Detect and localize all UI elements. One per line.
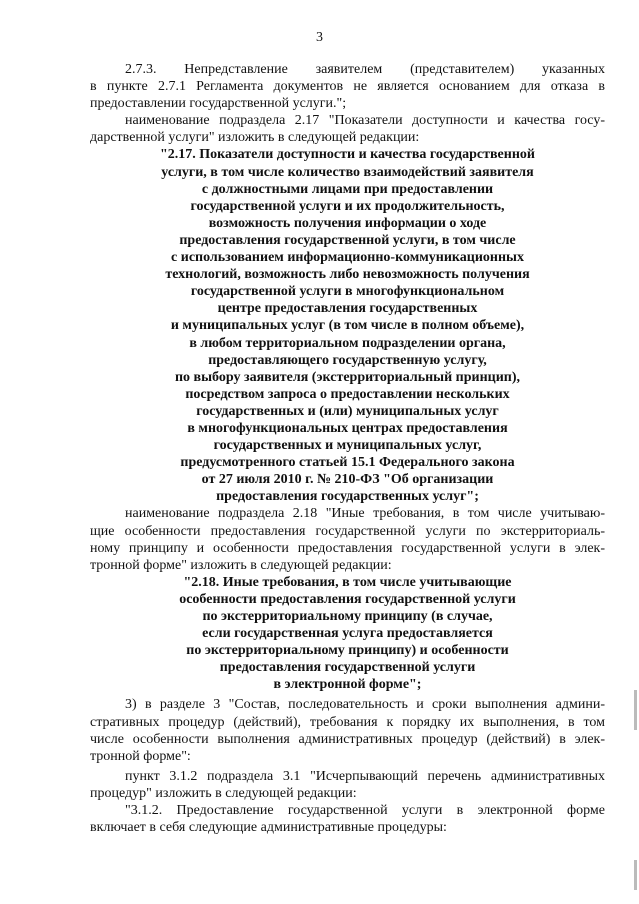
heading-line: по экстерриториальному принципу (в случае,: [202, 609, 493, 624]
heading-line: с использованием информационно-коммуникационных: [171, 250, 524, 266]
paragraph-2-17-intro: [90, 112, 605, 146]
heading-line: посредством запроса о предоставлении нескольких: [185, 386, 510, 402]
text-line: наименование подраздела 2.18 "Иные требования, в том числе учитываю-: [125, 506, 605, 522]
text-line: 3) в разделе 3 "Состав, последовательность и сроки выполнения админи-: [125, 697, 605, 713]
scan-edge-mark: [634, 860, 637, 890]
paragraph-3-1-2-intro: [90, 768, 605, 802]
text-line: щие особенности предоставления государственной услуги по экстерриториаль-: [90, 523, 605, 539]
heading-line: предоставления государственной услуги: [219, 660, 476, 676]
paragraph-3-1-2: [90, 802, 605, 836]
text-line: "3.1.2. Предоставление государственной услуги в электронной форме: [125, 803, 605, 819]
text-line: наименование подраздела 2.17 "Показатели доступности и качества госу-: [125, 113, 605, 129]
heading-line: особенности предоставления государственной услуги: [179, 591, 516, 607]
text-line: пункт 3.1.2 подраздела 3.1 "Исчерпывающий перечень административных: [125, 768, 605, 784]
heading-line: предусмотренного статьей 15.1 Федерального закона: [180, 455, 515, 471]
text-line: стративных процедур (действий), требования к порядку их выполнения, в том: [90, 714, 605, 730]
heading-line: государственной услуги и их продолжительность,: [190, 198, 505, 214]
text-line: 2.7.3. Непредставление заявителем (представителем) указанных: [125, 62, 605, 77]
text-line: в пункте 2.7.1 Регламента документов не является основанием для отказа в: [90, 79, 605, 95]
text-line: дарственной услуги" изложить в следующей редакции:: [90, 130, 420, 146]
heading-line: государственной услуги в многофункциональном: [190, 284, 505, 300]
text-line: ному принципу и особенности предоставления государственной услуги в элек-: [90, 540, 605, 556]
heading-2-18: [90, 574, 605, 694]
heading-line: в многофункциональных центрах предоставления: [187, 420, 508, 436]
paragraph-section-3: [90, 696, 605, 764]
heading-line: в электронной форме";: [273, 677, 422, 693]
text-line: тронной форме":: [90, 748, 191, 764]
scan-edge-mark: [634, 690, 637, 730]
text-line: включает в себя следующие административные процедуры:: [90, 820, 447, 836]
heading-line: "2.17. Показатели доступности и качества государственной: [160, 147, 535, 163]
heading-line: от 27 июля 2010 г. № 210-ФЗ "Об организации: [201, 472, 494, 488]
paragraph-2-18-intro: [90, 505, 605, 573]
heading-line: предоставления государственных услуг";: [216, 489, 479, 505]
page-number: 3: [316, 30, 323, 45]
heading-line: в любом территориальном подразделении органа,: [189, 335, 506, 351]
heading-line: предоставления государственной услуги, в том числе: [179, 232, 516, 248]
heading-line: услуги, в том числе количество взаимодействий заявителя: [161, 164, 534, 180]
heading-line: государственных и (или) муниципальных услуг: [196, 403, 499, 419]
text-line: предоставлении государственной услуги.";: [90, 96, 347, 112]
document-body: [90, 61, 605, 836]
heading-line: если государственная услуга предоставляется: [202, 626, 493, 642]
heading-line: и муниципальных услуг (в том числе в полном объеме),: [170, 318, 525, 334]
text-line: тронной форме" изложить в следующей редакции:: [90, 557, 392, 573]
heading-line: предоставляющего государственную услугу,: [208, 352, 487, 368]
text-line: числе особенности выполнения административных процедур (действий) в элек-: [90, 731, 605, 747]
heading-2-17: [90, 146, 605, 505]
heading-line: "2.18. Иные требования, в том числе учитывающие: [183, 574, 512, 590]
heading-line: с должностными лицами при предоставлении: [201, 181, 494, 197]
heading-line: государственных и муниципальных услуг,: [213, 438, 482, 454]
heading-line: по выбору заявителя (экстерриториальный принцип),: [174, 369, 521, 385]
heading-line: центре предоставления государственных: [217, 301, 478, 317]
heading-line: по экстерриториальному принципу) и особенности: [186, 643, 509, 659]
heading-line: возможность получения информации о ходе: [208, 215, 487, 231]
heading-line: технологий, возможность либо невозможность получения: [165, 267, 530, 283]
paragraph-2-7-3: [90, 61, 605, 112]
text-line: процедур" изложить в следующей редакции:: [90, 785, 357, 801]
